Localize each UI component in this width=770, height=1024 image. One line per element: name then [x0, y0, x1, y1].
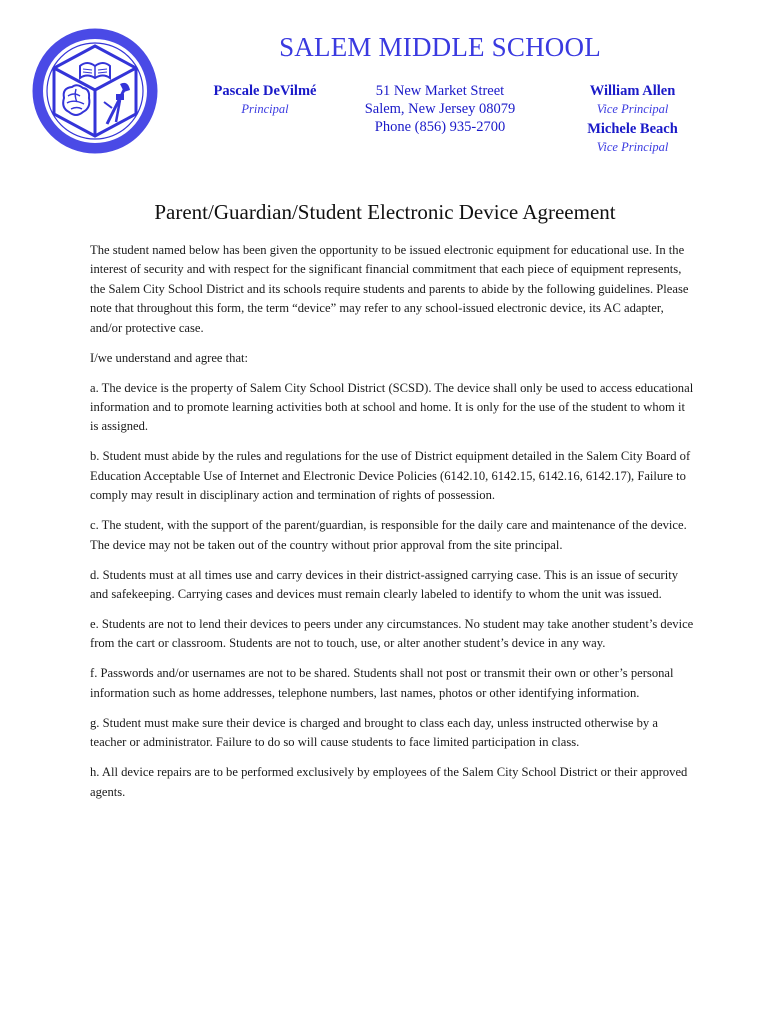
agreement-item-a: a. The device is the property of Salem City School District (SCSD). The device shall only be used to access educational information and to promote learning activities both at school and home. It is only for the use of the student to whom it is assigned. — [90, 380, 694, 434]
principal-role: Principal — [241, 102, 289, 116]
principal-block — [200, 82, 330, 118]
agreement-item-e: e. Students are not to lend their devices to peers under any circumstances. No student may take another student’s device from the cart or classroom. Students are not to touch, use, or alter another student’s device in any way. — [90, 617, 694, 651]
agreement-item-h: h. All device repairs are to be performed exclusively by employees of the Salem City School District or their approved agents. — [90, 765, 688, 799]
agreement-item-d: d. Students must at all times use and carry devices in their district-assigned carrying case. This is an issue of security and safekeeping. Carrying cases and devices must remain clearly labeled to identify to whom the unit was issued. — [90, 567, 679, 602]
principal-name: Pascale DeVilmé — [213, 83, 317, 99]
school-name: SALEM MIDDLE SCHOOL — [279, 32, 601, 62]
agree-statement: I/we understand and agree that: — [90, 350, 249, 365]
city-state-zip: Salem, New Jersey 08079 — [364, 101, 516, 117]
school-address-block — [345, 82, 535, 136]
vice-principal-name: William Allen — [589, 83, 676, 99]
document-title: Parent/Guardian/Student Electronic Device Agreement — [154, 200, 616, 224]
phone-number: Phone (856) 935-2700 — [374, 119, 506, 135]
vice-principals-block — [565, 82, 700, 156]
school-seal-icon — [30, 26, 160, 156]
intro-paragraph: The student named below has been given the opportunity to be issued electronic equipment for educational use. In the interest of security and with respect for the significant financial commitment that each piece of equipment represents, the Salem City School District and its schools require students and parents to abide by the following guidelines. Please note that throughout this form, the term “device” may refer to any school-issued electronic device, its AC adapter, and/or protective case. — [90, 243, 689, 335]
agreement-item-f: f. Passwords and/or usernames are not to be shared. Students shall not post or transmit their own or other’s personal information such as home addresses, telephone numbers, last names, photos or other identifying information. — [90, 666, 674, 700]
agreement-body — [90, 241, 695, 813]
vice-principal-role: Vice Principal — [596, 140, 669, 154]
agreement-item-b: b. Student must abide by the rules and regulations for the use of District equipment detailed in the Salem City Board of Education Acceptable Use of Internet and Electronic Device Policies (6142.10, 6142.15, 6142.16, 6142.17), Failure to comply may result in disciplinary action and termination of rights of possession. — [90, 449, 691, 503]
vice-principal-role: Vice Principal — [596, 102, 669, 116]
street-address: 51 New Market Street — [375, 83, 505, 99]
vice-principal-name: Michele Beach — [587, 121, 678, 137]
agreement-item-g: g. Student must make sure their device is charged and brought to class each day, unless instructed otherwise by a teacher or administrator. Failure to do so will cause students to face limited participation in class. — [90, 715, 658, 750]
agreement-item-c: c. The student, with the support of the parent/guardian, is responsible for the daily care and maintenance of the device. The device may not be taken out of the country without prior approval from the site principal. — [90, 518, 687, 552]
